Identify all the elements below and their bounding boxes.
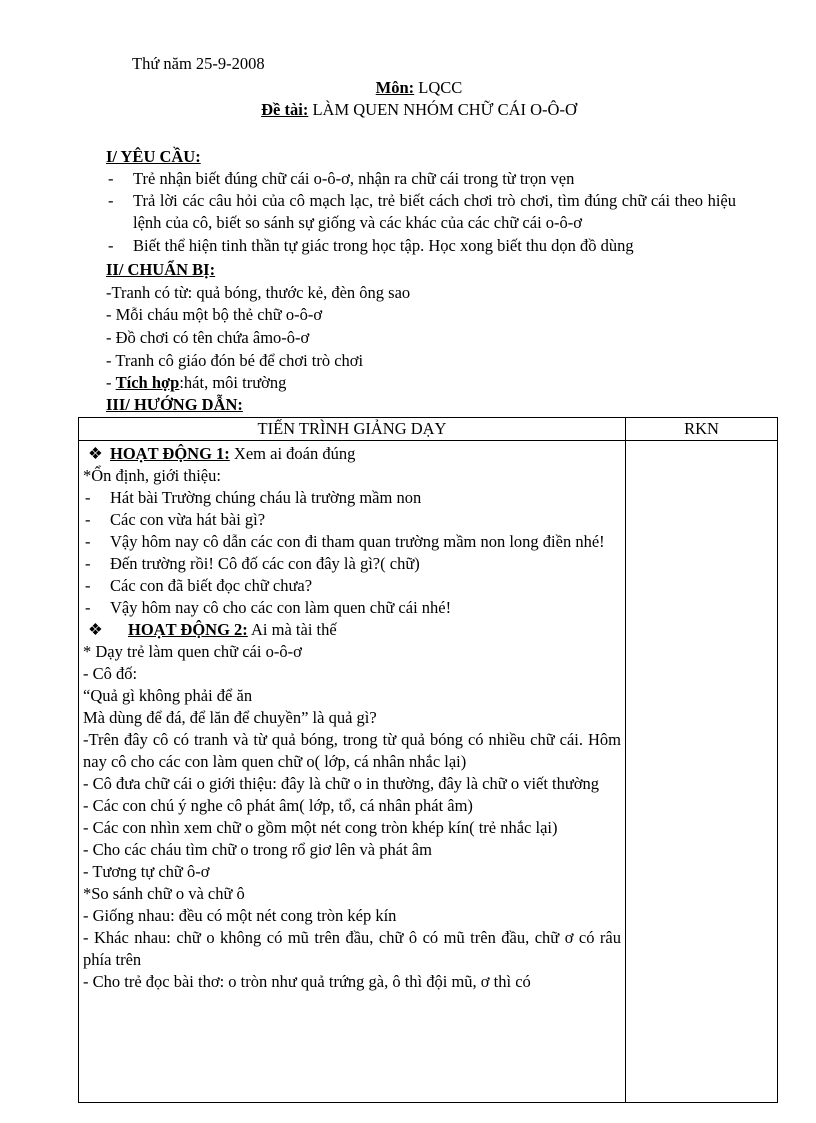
content-line: - Khác nhau: chữ o không có mũ trên đầu, chữ ô có mũ trên đầu, chữ ơ có râu phía trên — [83, 928, 621, 969]
section-1-title: I/ YÊU CẦU: — [106, 147, 201, 166]
content-line: - Các con chú ý nghe cô phát âm( lớp, tổ, cá nhân phát âm) — [83, 796, 473, 815]
col-header-rkn: RKN — [626, 418, 778, 441]
content-line: - Tương tự chữ ô-ơ — [83, 862, 210, 881]
process-cell — [79, 441, 626, 1103]
content-line: - Giống nhau: đều có một nét cong tròn kép kín — [83, 906, 397, 925]
diamond-bullet-icon: ❖ — [88, 620, 103, 639]
topic-line — [0, 100, 816, 120]
preparation-item: - Đồ chơi có tên chứa âmo-ô-ơ — [106, 328, 310, 347]
subject-line — [0, 78, 816, 98]
integration-label: Tích hợp — [115, 373, 180, 392]
subject-value: LQCC — [414, 78, 463, 97]
integration-line: - Tích hợp:hát, môi trường — [106, 373, 287, 392]
lesson-table — [78, 417, 778, 1103]
list-item: - Các con đã biết đọc chữ chưa? — [85, 576, 313, 595]
diamond-bullet-icon: ❖ — [88, 444, 103, 463]
list-item: - Hát bài Trường chúng cháu là trường mầm non — [85, 488, 422, 507]
intro-line: *Ổn định, giới thiệu: — [83, 466, 221, 485]
content-line: * Dạy trẻ làm quen chữ cái o-ô-ơ — [83, 642, 302, 661]
list-item: - Đến trường rồi! Cô đố các con đây là gì?( chữ) — [85, 554, 420, 573]
content-line: - Cô đố: — [83, 664, 138, 683]
topic-label: Đề tài: — [261, 100, 309, 119]
content-line: “Quả gì không phải để ăn — [83, 686, 253, 705]
rkn-cell — [626, 441, 778, 1103]
col-header-process: TIẾN TRÌNH GIẢNG DẠY — [79, 418, 626, 441]
content-line: Mà dùng để đá, để lăn để chuyền” là quả gì? — [83, 708, 377, 727]
content-line: - Cho trẻ đọc bài thơ: o tròn như quả trứng gà, ô thì đội mũ, ơ thì có — [83, 972, 531, 991]
activity-2-heading: ❖ HOẠT ĐỘNG 2: Ai mà tài thế — [88, 620, 337, 639]
preparation-item: -Tranh có từ: quả bóng, thước kẻ, đèn ông sao — [106, 283, 411, 302]
list-item: - Các con vừa hát bài gì? — [85, 510, 266, 529]
requirement-item: - Biết thể hiện tinh thần tự giác trong học tập. Học xong biết thu dọn đồ dùng — [108, 236, 634, 255]
topic-value: LÀM QUEN NHÓM CHỮ CÁI O-Ô-Ơ — [308, 100, 577, 119]
section-3-title: III/ HƯỚNG DẪN: — [106, 395, 243, 414]
content-line: - Cô đưa chữ cái o giới thiệu: đây là chữ o in thường, đây là chữ o viết thường — [83, 774, 600, 793]
content-line: - Cho các cháu tìm chữ o trong rổ giơ lên và phát âm — [83, 840, 432, 859]
content-line: *So sánh chữ o và chữ ô — [83, 884, 245, 903]
preparation-item: - Mỗi cháu một bộ thẻ chữ o-ô-ơ — [106, 305, 323, 324]
activity-1-heading: ❖ HOẠT ĐỘNG 1: Xem ai đoán đúng — [88, 444, 356, 463]
subject-label: Môn: — [375, 78, 415, 97]
preparation-item: - Tranh cô giáo đón bé để chơi trò chơi — [106, 351, 364, 370]
requirement-item: - Trẻ nhận biết đúng chữ cái o-ô-ơ, nhận ra chữ cái trong từ trọn vẹn — [108, 169, 575, 188]
lesson-date: Thứ năm 25-9-2008 — [132, 54, 265, 73]
content-line: - Các con nhìn xem chữ o gồm một nét cong tròn khép kín( trẻ nhắc lại) — [83, 818, 558, 837]
requirement-item: - Trả lời các câu hỏi của cô mạch lạc, trẻ biết cách chơi trò chơi, tìm đúng chữ cái theo hiệu lệnh của cô, biết so sánh sự giống và các khác của các chữ cái o-ô-ơ — [108, 191, 736, 232]
list-item: - Vậy hôm nay cô dẫn các con đi tham quan trường mầm non long điền nhé! — [85, 532, 605, 551]
list-item: - Vậy hôm nay cô cho các con làm quen chữ cái nhé! — [85, 598, 452, 617]
section-2-title: II/ CHUẨN BỊ: — [106, 260, 216, 279]
content-line: -Trên đây cô có tranh và từ quả bóng, trong từ quả bóng có nhiều chữ cái. Hôm nay cô cho các con làm quen chữ o( lớp, cá nhân nhắc lại) — [83, 730, 621, 771]
